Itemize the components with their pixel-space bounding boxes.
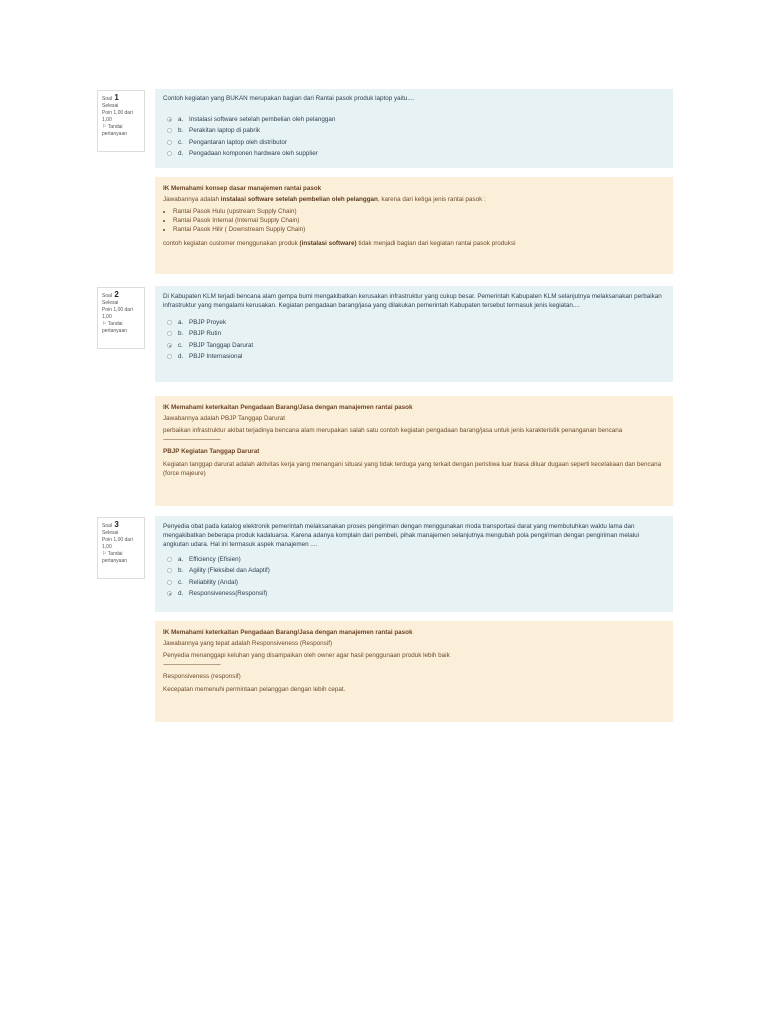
question-number: 3 — [114, 520, 119, 529]
option-text: Instalasi software setelah pembelian oleh pelanggan — [189, 116, 336, 124]
radio-selected-icon[interactable] — [167, 117, 172, 122]
list-item: • Rantai Pasok Internal (Internal Supply Chain) — [173, 216, 665, 225]
flag-label: Tandai pertanyaan — [102, 124, 128, 137]
flag-label: Tandai pertanyaan — [102, 551, 128, 564]
option-letter: b. — [178, 330, 184, 338]
answer-option-c[interactable] — [167, 577, 665, 588]
question-box-1 — [155, 89, 673, 168]
option-letter: d. — [178, 590, 184, 598]
question-label: Soal — [102, 293, 113, 299]
list-item: • Rantai Pasok Hilir ( Downstream Supply Chain) — [173, 225, 665, 234]
question-info-1 — [97, 90, 145, 152]
flag-question-link[interactable] — [102, 551, 140, 565]
feedback-text: contoh kegiatan customer menggunakan produk — [163, 240, 300, 247]
question-points: Poin 1,00 dari 1,00 — [102, 537, 133, 550]
flag-icon: ⚐ — [102, 551, 107, 557]
feedback-subtitle: PBJP Kegiatan Tanggap Darurat — [163, 448, 260, 455]
option-text: Pengantaran laptop oleh distributor — [189, 138, 288, 146]
feedback-answer: Jawabannya adalah PBJP Tanggap Darurat — [163, 415, 285, 422]
feedback-explanation: Penyedia menanggapi keluhan yang disampaikan oleh owner agar hasil penggunaan produk lebih baik — [163, 652, 450, 659]
list-item: • Rantai Pasok Hulu (upstream Supply Chain) — [173, 207, 665, 216]
feedback-detail: Kecepatan memenuhi permintaan pelanggan dengan lebih cepat. — [163, 686, 346, 693]
option-text: Responsiveness(Responsif) — [189, 590, 268, 598]
feedback-bold: instalasi software setelah pembelian oleh pelanggan — [220, 196, 378, 203]
option-letter: c. — [178, 138, 183, 146]
radio-icon[interactable] — [167, 568, 172, 573]
radio-icon[interactable] — [167, 320, 172, 325]
option-letter: a. — [178, 319, 184, 327]
feedback-title: IK Memahami keterkaitan Pengadaan Barang/Jasa dengan manajemen rantai pasok — [163, 404, 413, 411]
question-text: Contoh kegiatan yang BUKAN merupakan bagian dari Rantai pasok produk laptop yaitu.... — [163, 95, 415, 102]
radio-icon[interactable] — [167, 140, 172, 145]
question-points: Poin 1,00 dari 1,00 — [102, 110, 133, 123]
feedback-bold: (instalasi software) — [299, 240, 357, 247]
answer-option-a[interactable] — [167, 554, 665, 565]
feedback-text: tidak menjadi bagian dari kegiatan rantai pasok produksi — [356, 240, 516, 247]
option-letter: d. — [178, 353, 184, 361]
feedback-title: IK Memahami keterkaitan Pengadaan Barang/Jasa dengan manajemen rantai pasok — [163, 629, 413, 636]
answer-option-d[interactable] — [167, 351, 665, 362]
question-number: 2 — [114, 290, 119, 299]
option-text: Reliability (Andal) — [189, 578, 238, 586]
flag-question-link[interactable] — [102, 124, 140, 138]
option-letter: b. — [178, 567, 184, 575]
option-text: PBJP Rutin — [189, 330, 222, 338]
option-letter: c. — [178, 341, 183, 349]
radio-icon[interactable] — [167, 151, 172, 156]
option-text: PBJP Tanggap Darurat — [189, 341, 254, 349]
feedback-text: , karena dari ketiga jenis rantai pasok : — [377, 196, 486, 203]
feedback-separator: ------------------------------------ — [163, 661, 221, 668]
feedback-explanation: perbaikan infrastruktur akibat terjadinya bencana alam merupakan salah satu contoh kegiatan pengadaan barang/jasa untuk jenis karakteristik penanganan bencana — [163, 427, 623, 434]
answer-option-d[interactable] — [167, 588, 665, 599]
radio-icon[interactable] — [167, 128, 172, 133]
option-text: Agility (Fleksibel dan Adaptif) — [189, 567, 270, 575]
feedback-detail: Kegiatan tanggap darurat adalah aktivitas kerja yang menangani situasi yang tidak terduga yang terkait dengan peristiwa luar biasa diluar dugaan seperti kecelakaan dan bencana (force majeure) — [163, 461, 662, 477]
radio-selected-icon[interactable] — [167, 591, 172, 596]
question-label: Soal — [102, 523, 113, 529]
answer-option-b[interactable] — [167, 125, 665, 136]
question-points: Poin 1,00 dari 1,00 — [102, 307, 133, 320]
feedback-answer: Jawabannya yang tepat adalah Responsiveness (Responsif) — [163, 640, 333, 647]
feedback-box-2 — [155, 396, 673, 506]
feedback-subtitle: Responsiveness (responsif) — [163, 673, 241, 680]
option-letter: b. — [178, 127, 184, 135]
feedback-list — [163, 207, 665, 234]
question-number: 1 — [114, 93, 119, 102]
question-info-2 — [97, 287, 145, 349]
question-status: Selesai — [102, 300, 119, 306]
question-status: Selesai — [102, 530, 119, 536]
option-letter: d. — [178, 150, 184, 158]
flag-label: Tandai pertanyaan — [102, 321, 128, 334]
option-letter: a. — [178, 116, 184, 124]
option-text: Efficiency (Efisien) — [189, 556, 241, 564]
option-letter: c. — [178, 578, 183, 586]
flag-question-link[interactable] — [102, 321, 140, 335]
radio-icon[interactable] — [167, 580, 172, 585]
feedback-answer — [163, 195, 665, 204]
answer-option-c[interactable] — [167, 137, 665, 148]
option-text: Pengadaan komponen hardware oleh supplier — [189, 150, 318, 158]
option-text: PBJP Proyek — [189, 319, 226, 327]
feedback-box-1 — [155, 177, 673, 274]
flag-icon: ⚐ — [102, 321, 107, 327]
question-label: Soal — [102, 96, 113, 102]
feedback-text: Jawabannya adalah — [163, 196, 221, 203]
flag-icon: ⚐ — [102, 124, 107, 130]
radio-selected-icon[interactable] — [167, 343, 172, 348]
question-box-3 — [155, 516, 673, 612]
answer-option-c[interactable] — [167, 340, 665, 351]
radio-icon[interactable] — [167, 557, 172, 562]
answer-option-a[interactable] — [167, 317, 665, 328]
radio-icon[interactable] — [167, 331, 172, 336]
feedback-separator: ------------------------------------ — [163, 436, 221, 443]
question-text: Di Kabupaten KLM terjadi bencana alam gempa bumi mengakibatkan kerusakan infrastruktur yang cukup besar. Pemerintah Kabupaten KLM selanjutnya melaksanakan perbaikan infrastruktur yang mengalami kerusakan. Kegiatan pengadaan barang/jasa yang dilakukan pemerintah Kabupaten tersebut termasuk jenis kegiatan.... — [163, 293, 662, 309]
radio-icon[interactable] — [167, 354, 172, 359]
feedback-conclusion — [163, 239, 665, 248]
option-letter: a. — [178, 556, 184, 564]
answer-option-b[interactable] — [167, 328, 665, 339]
feedback-box-3 — [155, 621, 673, 722]
answer-option-a[interactable] — [167, 114, 665, 125]
question-box-2 — [155, 286, 673, 382]
feedback-title: IK Memahami konsep dasar manajemen rantai pasok — [163, 185, 322, 192]
option-text: PBJP Internasional — [189, 353, 243, 361]
answer-option-d[interactable] — [167, 148, 665, 159]
question-info-3 — [97, 517, 145, 579]
answer-option-b[interactable] — [167, 565, 665, 576]
option-text: Perakitan laptop di pabrik — [189, 127, 261, 135]
question-status: Selesai — [102, 103, 119, 109]
question-text: Penyedia obat pada katalog elektronik pemerintah melaksanakan proses pengiriman dengan menggunakan moda transportasi darat yang membutuhkan waktu lama dan mengakibatkan beberapa produk kadaluarsa. Karena adanya komplain dari pembeli, pihak manajemen selanjutnya mengubah pola pengiriman dengan pengiriman melalui angkutan udara. Hal ini termasuk aspek manajemen .... — [163, 523, 640, 548]
